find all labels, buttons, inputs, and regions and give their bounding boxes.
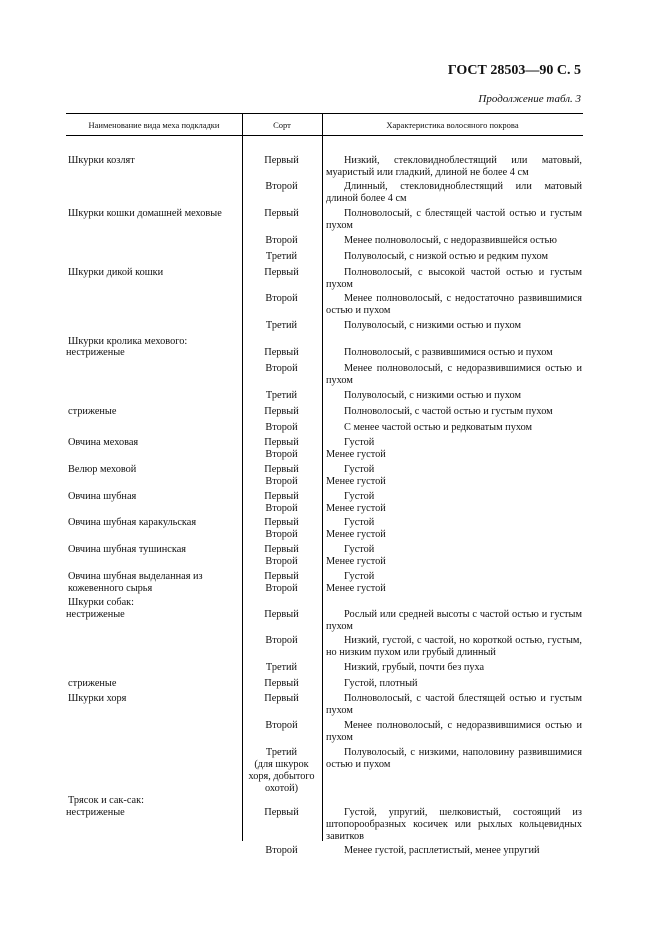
- row-grade: Второй: [265, 422, 298, 433]
- row-description: Густой, упругий, шелковистый, состоящий из штопорообразных косичек или рыхлых кольцевидных завитков: [326, 807, 582, 842]
- table-header-border: [66, 135, 583, 136]
- row-grade: Первый Второй: [264, 437, 299, 460]
- row-name: Шкурки кролика мехового:: [68, 336, 188, 347]
- row-description: Полуволосый, с низкой остью и редким пухом: [344, 251, 549, 262]
- row-name: Шкурки козлят: [68, 155, 135, 166]
- row-description: Менее густой, расплетистый, менее упругий: [344, 845, 540, 856]
- row-name: Велюр меховой: [68, 464, 137, 475]
- row-grade: Третий: [265, 662, 298, 673]
- row-name: Овчина шубная каракульская: [68, 517, 197, 528]
- row-grade: Первый: [264, 609, 299, 620]
- row-grade: Второй: [265, 363, 298, 374]
- continuation-label: Продолжение табл. 3: [478, 93, 581, 105]
- row-grade: Первый: [264, 693, 299, 704]
- row-name: Овчина шубная тушинская: [68, 544, 187, 555]
- row-name: Шкурки хоря: [68, 693, 127, 704]
- row-grade: Первый: [264, 267, 299, 278]
- row-name: нестриженые: [66, 347, 125, 358]
- row-grade: Второй: [265, 720, 298, 731]
- row-grade: Первый: [264, 678, 299, 689]
- document-header: ГОСТ 28503—90 С. 5: [447, 63, 581, 78]
- row-description: Густой Менее густой: [326, 517, 386, 540]
- row-description: Густой, плотный: [344, 678, 418, 689]
- row-name: Овчина шубная выделанная из кожевенного сырья: [68, 571, 203, 594]
- row-description: Длинный, стекловидноблестящий или матовый длиной более 4 см: [326, 181, 582, 204]
- row-grade: Третий: [265, 251, 298, 262]
- row-description: Густой Менее густой: [326, 571, 386, 594]
- row-description: Менее полноволосый, с недоразвившимися остью и пухом: [326, 720, 582, 743]
- row-description: Низкий, густой, с частой, но короткой остью, густым, но низким пухом или грубый длинный: [326, 635, 582, 658]
- row-description: Менее полноволосый, с недоразвившимися остью и пухом: [326, 363, 582, 386]
- column-header-grade: Сорт: [273, 120, 291, 130]
- row-name: Трясок и сак-сак:: [68, 795, 144, 806]
- row-grade: Второй: [265, 845, 298, 856]
- row-description: Полноволосый, с частой остью и густым пухом: [344, 406, 553, 417]
- row-description: Менее полноволосый, с недоразвившейся остью: [344, 235, 557, 246]
- row-grade: Второй: [265, 235, 298, 246]
- row-name: Шкурки кошки домашней меховые: [68, 208, 222, 219]
- row-grade: Второй: [265, 181, 298, 192]
- row-description: Полуволосый, с низкими остью и пухом: [344, 390, 521, 401]
- row-grade: Второй: [265, 293, 298, 304]
- column-header-description: Характеристика волосяного покрова: [386, 120, 519, 130]
- row-grade: Третий: [265, 390, 298, 401]
- row-description: Полуволосый, с низкими остью и пухом: [344, 320, 521, 331]
- row-description: Густой Менее густой: [326, 464, 386, 487]
- row-description: С менее частой остью и редковатым пухом: [344, 422, 533, 433]
- row-name: Шкурки дикой кошки: [68, 267, 164, 278]
- row-grade: Второй: [265, 635, 298, 646]
- row-grade: Третий (для шкурок хоря, добытого охотой): [248, 747, 315, 794]
- row-grade: Первый: [264, 406, 299, 417]
- row-description: Рослый или средней высоты с частой остью и густым пухом: [326, 609, 582, 632]
- row-name: нестриженые: [66, 609, 125, 620]
- row-name: Овчина меховая: [68, 437, 139, 448]
- row-name: Овчина шубная: [68, 491, 137, 502]
- row-name: стриженые: [68, 678, 117, 689]
- row-grade: Первый: [264, 208, 299, 219]
- row-grade: Первый: [264, 347, 299, 358]
- row-description: Низкий, грубый, почти без пуха: [344, 662, 485, 673]
- row-description: Полноволосый, с частой блестящей остью и густым пухом: [326, 693, 582, 716]
- row-description: Полноволосый, с блестящей частой остью и густым пухом: [326, 208, 582, 231]
- row-description: Низкий, стекловидноблестящий или матовый, муаристый или гладкий, длиной не более 4 см: [326, 155, 582, 178]
- table-top-border: [66, 113, 583, 114]
- row-grade: Первый: [264, 807, 299, 818]
- row-grade: Третий: [265, 320, 298, 331]
- row-name: нестриженые: [66, 807, 125, 818]
- row-name: Шкурки собак:: [68, 597, 135, 608]
- row-name: стриженые: [68, 406, 117, 417]
- row-description: Менее полноволосый, с недостаточно развившимися остью и пухом: [326, 293, 582, 316]
- row-description: Полноволосый, с высокой частой остью и густым пухом: [326, 267, 582, 290]
- row-description: Полноволосый, с развившимися остью и пухом: [344, 347, 553, 358]
- row-grade: Первый Второй: [264, 544, 299, 567]
- row-grade: Первый Второй: [264, 491, 299, 514]
- column-divider-body: [322, 136, 323, 841]
- row-grade: Первый Второй: [264, 517, 299, 540]
- row-description: Полуволосый, с низкими, наполовину развившимися остью и пухом: [326, 747, 582, 770]
- row-grade: Первый Второй: [264, 464, 299, 487]
- column-divider-body: [242, 136, 243, 841]
- row-description: Густой Менее густой: [326, 437, 386, 460]
- row-grade: Первый Второй: [264, 571, 299, 594]
- row-description: Густой Менее густой: [326, 544, 386, 567]
- column-header-name: Наименование вида меха подкладки: [88, 120, 220, 130]
- row-grade: Первый: [264, 155, 299, 166]
- row-description: Густой Менее густой: [326, 491, 386, 514]
